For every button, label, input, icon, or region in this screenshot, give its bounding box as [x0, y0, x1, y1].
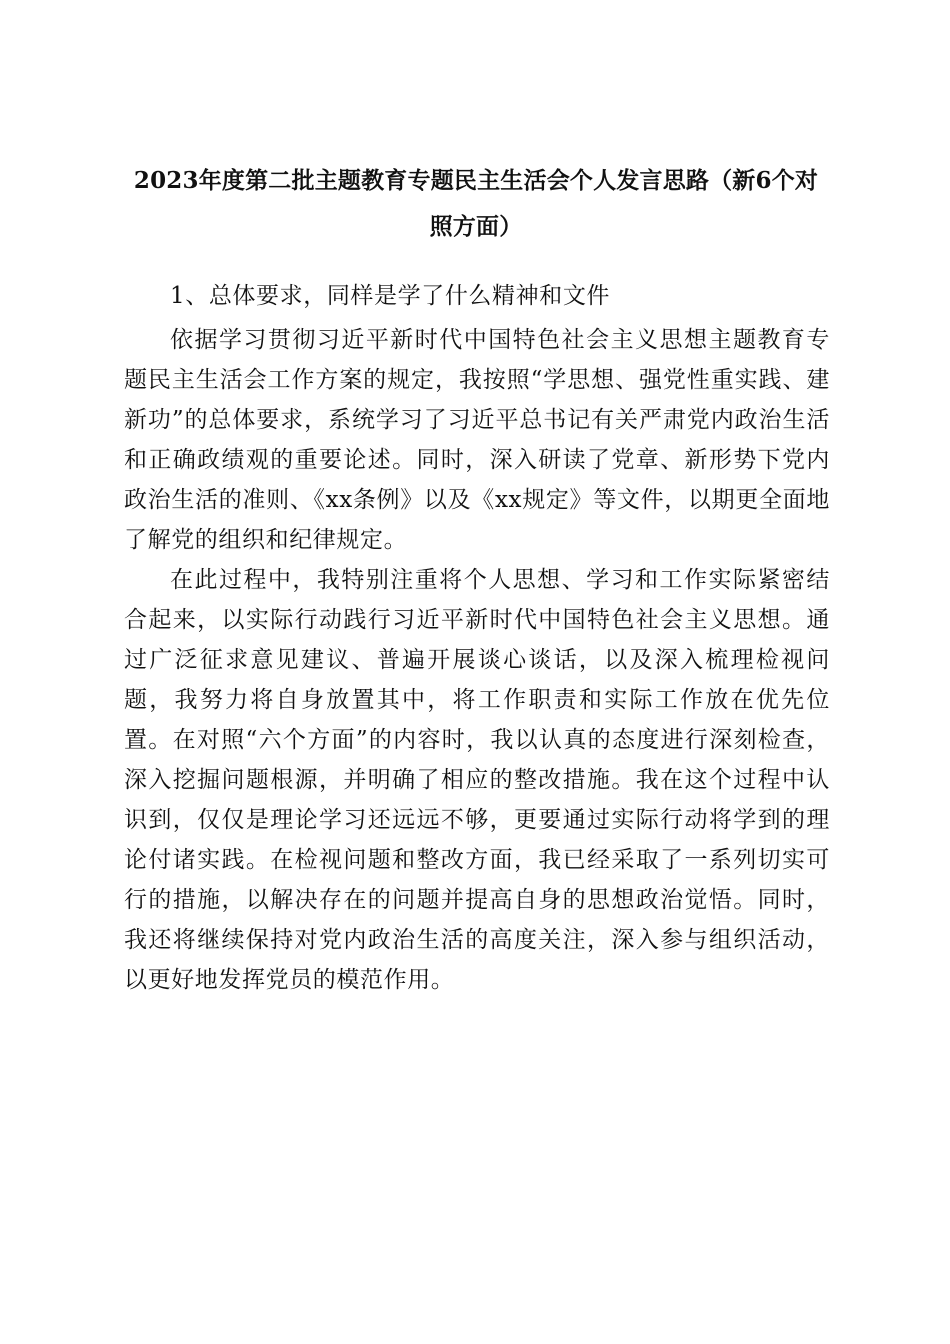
- paragraph-2: 在此过程中，我特别注重将个人思想、学习和工作实际紧密结合起来，以实际行动践行习近平新时代中国特色社会主义思想。通过广泛征求意见建议、普遍开展谈心谈话，以及深入梳理检视问题，我努力将自身放置其中，将工作职责和实际工作放在优先位置。在对照“六个方面”的内容时，我以认真的态度进行深刻检查，深入挖掘问题根源，并明确了相应的整改措施。我在这个过程中认识到，仅仅是理论学习还远远不够，更要通过实际行动将学到的理论付诸实践。在检视问题和整改方面，我已经采取了一系列切实可行的措施，以解决存在的问题并提高自身的思想政治觉悟。同时，我还将继续保持对党内政治生活的高度关注，深入参与组织活动，以更好地发挥党员的模范作用。: [124, 567, 830, 993]
- document-title: 2023年度第二批主题教育专题民主生活会个人发言思路（新6个对照方面）: [133, 167, 819, 240]
- document-body: [124, 276, 830, 1000]
- section-heading: 1、总体要求，同样是学了什么精神和文件: [170, 283, 611, 309]
- paragraph-1: 依据学习贯彻习近平新时代中国特色社会主义思想主题教育专题民主生活会工作方案的规定，我按照“学思想、强党性重实践、建新功”的总体要求，系统学习了习近平总书记有关严肃党内政治生活和正确政绩观的重要论述。同时，深入研读了党章、新形势下党内政治生活的准则、《xx条例》以及《xx规定》等文件，以期更全面地了解党的组织和纪律规定。: [124, 327, 830, 553]
